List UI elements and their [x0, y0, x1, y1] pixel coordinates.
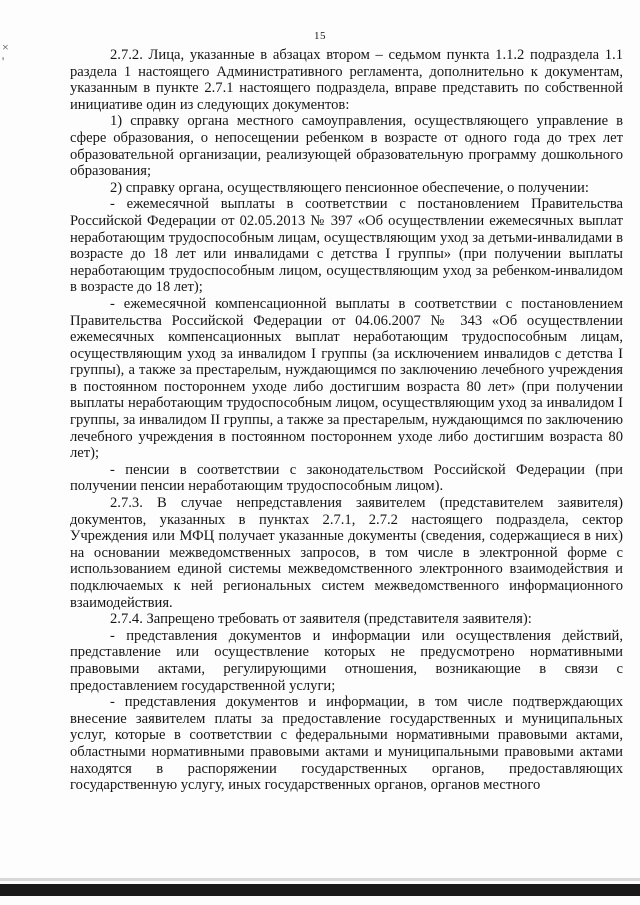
paragraph-bullet-documents-info: - представления документов и информации, в том числе подтверждающих внесение заявителем платы за предоставление государственных и муниципальных услуг, которые в соответствии с федеральными нормативными правовыми актами, областными нормативными правовыми актами и муниципальными правовыми актами находятся в распоряжении государственных органов, предоставляющих государственную услугу, иных государственных органов, органов местного	[70, 694, 623, 794]
paragraph-2-7-2: 2.7.2. Лица, указанные в абзацах втором – седьмом пункта 1.1.2 подраздела 1.1 раздела 1 настоящего Административного регламента, дополнительно к документам, указанным в пункте 2.7.1 настоящего подраздела, вправе представить по собственной инициативе один из следующих документов:	[70, 47, 623, 113]
paragraph-2-7-4: 2.7.4. Запрещено требовать от заявителя (представителя заявителя):	[110, 611, 532, 628]
margin-mark: × '	[2, 40, 9, 68]
paragraph-item-1: 1) справку органа местного самоуправления, осуществляющего управление в сфере образования, о непосещении ребенком в возрасте от одного года до трех лет образовательной организации, реализующей образовательную программу дошкольного образования;	[70, 113, 623, 180]
paragraph-bullet-397: - ежемесячной выплаты в соответствии с постановлением Правительства Российской Федерации от 02.05.2013 № 397 «Об осуществлении ежемесячных выплат неработающим трудоспособным лицам, осуществляющим уход за детьми-инвалидами в возрасте до 18 лет или инвалидами с детства I группы» (при получении выплаты неработающим трудоспособным лицом, осуществляющим уход за ребенком-инвалидом в возрасте до 18 лет);	[70, 196, 623, 296]
paragraph-2-7-3: 2.7.3. В случае непредставления заявителем (представителем заявителя) документов, указанных в пунктах 2.7.1, 2.7.2 настоящего подраздела, сектор Учреждения или МФЦ получает указанные документы (сведения, содержащиеся в них) на основании межведомственных запросов, в том числе в электронной форме с использованием единой системы межведомственного электронного взаимодействия и подключаемых к ней региональных систем межведомственного информационного взаимодействия.	[70, 495, 623, 611]
paragraph-bullet-343: - ежемесячной компенсационной выплаты в соответствии с постановлением Правительства Российской Федерации от 04.06.2007 № 343 «Об осуществлении ежемесячных компенсационных выплат неработающим трудоспособным лицам, осуществляющим уход за инвалидом I группы (за исключением инвалидов с детства I группы), а также за престарелым, нуждающимся по заключению лечебного учреждения в постоянном постороннем уходе либо достигшим возраста 80 лет» (при получении выплаты неработающим трудоспособным лицом, осуществляющим уход за инвалидом I группы, за инвалидом II группы, а также за престарелым, нуждающимся по заключению лечебного учреждения в постоянном постороннем уходе либо достигшим возраста 80 лет);	[70, 295, 623, 462]
paragraph-bullet-pension: - пенсии в соответствии с законодательством Российской Федерации (при получении пенсии неработающим трудоспособным лицом).	[70, 461, 623, 495]
scan-bottom-border	[0, 884, 640, 896]
paragraph-item-2: 2) справку органа, осуществляющего пенсионное обеспечение, о получении:	[110, 179, 589, 196]
scan-edge-line	[0, 878, 640, 881]
page-number: 15	[314, 30, 326, 42]
paragraph-bullet-documents-actions: - представления документов и информации или осуществления действий, представление или осуществление которых не предусмотрено нормативными правовыми актами, регулирующими отношения, возникающие в связи с предоставлением государственной услуги;	[70, 627, 623, 694]
document-body	[70, 47, 623, 794]
